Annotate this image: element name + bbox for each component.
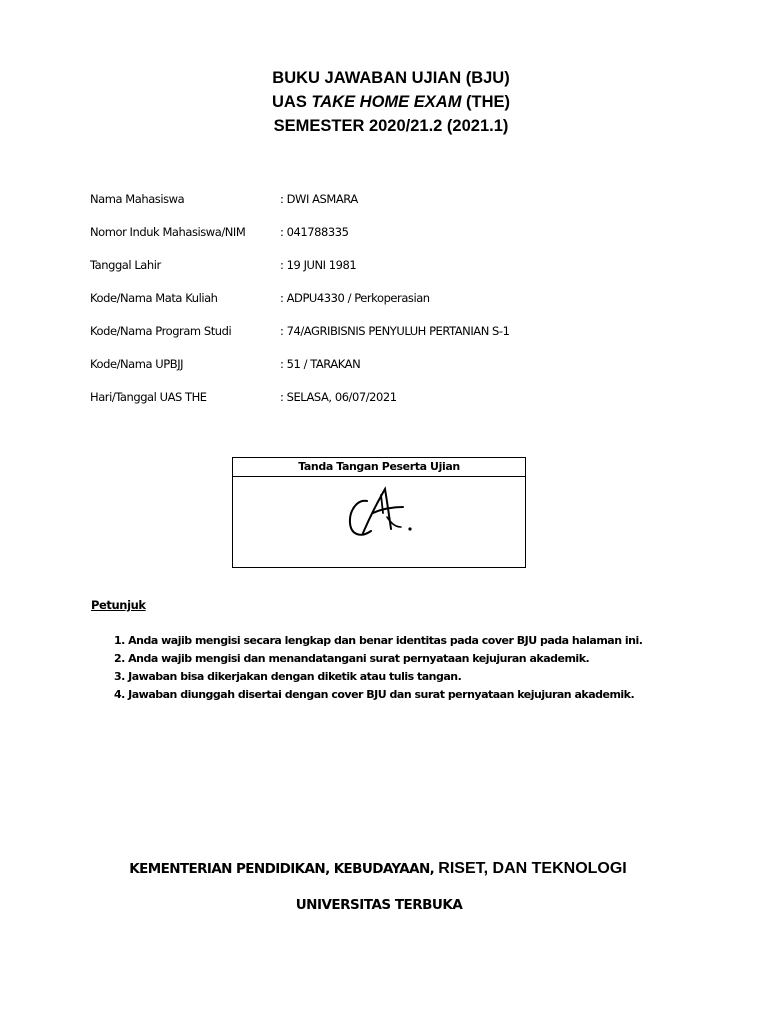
petunjuk-item: 3. Jawaban bisa dikerjakan dengan diketik atau tulis tangan.: [114, 670, 462, 683]
document-title: [0, 66, 768, 138]
title-line-2-prefix: UAS: [271, 93, 312, 111]
signature-header: Tanda Tangan Peserta Ujian: [233, 458, 525, 477]
petunjuk-item: 2. Anda wajib mengisi dan menandatangani surat pernyataan kejujuran akademik.: [114, 652, 590, 665]
identity-label: Kode/Nama Mata Kuliah: [90, 291, 218, 305]
title-line-2: [0, 90, 768, 114]
identity-value: : 74/AGRIBISNIS PENYULUH PERTANIAN S-1: [280, 324, 510, 338]
identity-value: : ADPU4330 / Perkoperasian: [280, 291, 430, 305]
petunjuk-item: 1. Anda wajib mengisi secara lengkap dan benar identitas pada cover BJU pada halaman ini.: [114, 634, 643, 647]
title-line-3: SEMESTER 2020/21.2 (2021.1): [273, 117, 509, 135]
ministry-name: [0, 860, 756, 878]
identity-value: : 041788335: [280, 225, 349, 239]
identity-label: Nomor Induk Mahasiswa/NIM: [90, 225, 246, 239]
identity-value: : 51 / TARAKAN: [280, 357, 361, 371]
petunjuk-list: [114, 632, 642, 704]
title-line-1: BUKU JAWABAN UJIAN (BJU): [272, 69, 510, 87]
petunjuk-heading: Petunjuk: [91, 598, 146, 612]
handwritten-signature: [343, 483, 423, 547]
signature-box: [232, 457, 526, 568]
identity-label: Nama Mahasiswa: [90, 192, 185, 206]
identity-label: Kode/Nama Program Studi: [90, 324, 232, 338]
ministry-name-part-2: RISET, DAN TEKNOLOGI: [438, 860, 627, 877]
identity-label: Kode/Nama UPBJJ: [90, 357, 184, 371]
petunjuk-item: 4. Jawaban diunggah disertai dengan cover BJU dan surat pernyataan kejujuran akademik.: [114, 688, 635, 701]
title-line-2-italic: TAKE HOME EXAM: [311, 93, 462, 111]
identity-label: Hari/Tanggal UAS THE: [90, 390, 207, 404]
title-line-2-suffix: (THE): [461, 93, 511, 111]
identity-value: : DWI ASMARA: [280, 192, 358, 206]
identity-value: : 19 JUNI 1981: [280, 258, 357, 272]
identity-value: : SELASA, 06/07/2021: [280, 390, 397, 404]
ministry-name-part-1: KEMENTERIAN PENDIDIKAN, KEBUDAYAAN,: [129, 861, 439, 877]
university-name: UNIVERSITAS TERBUKA: [295, 897, 463, 913]
identity-label: Tanggal Lahir: [90, 258, 161, 272]
signature-area: [233, 477, 525, 567]
